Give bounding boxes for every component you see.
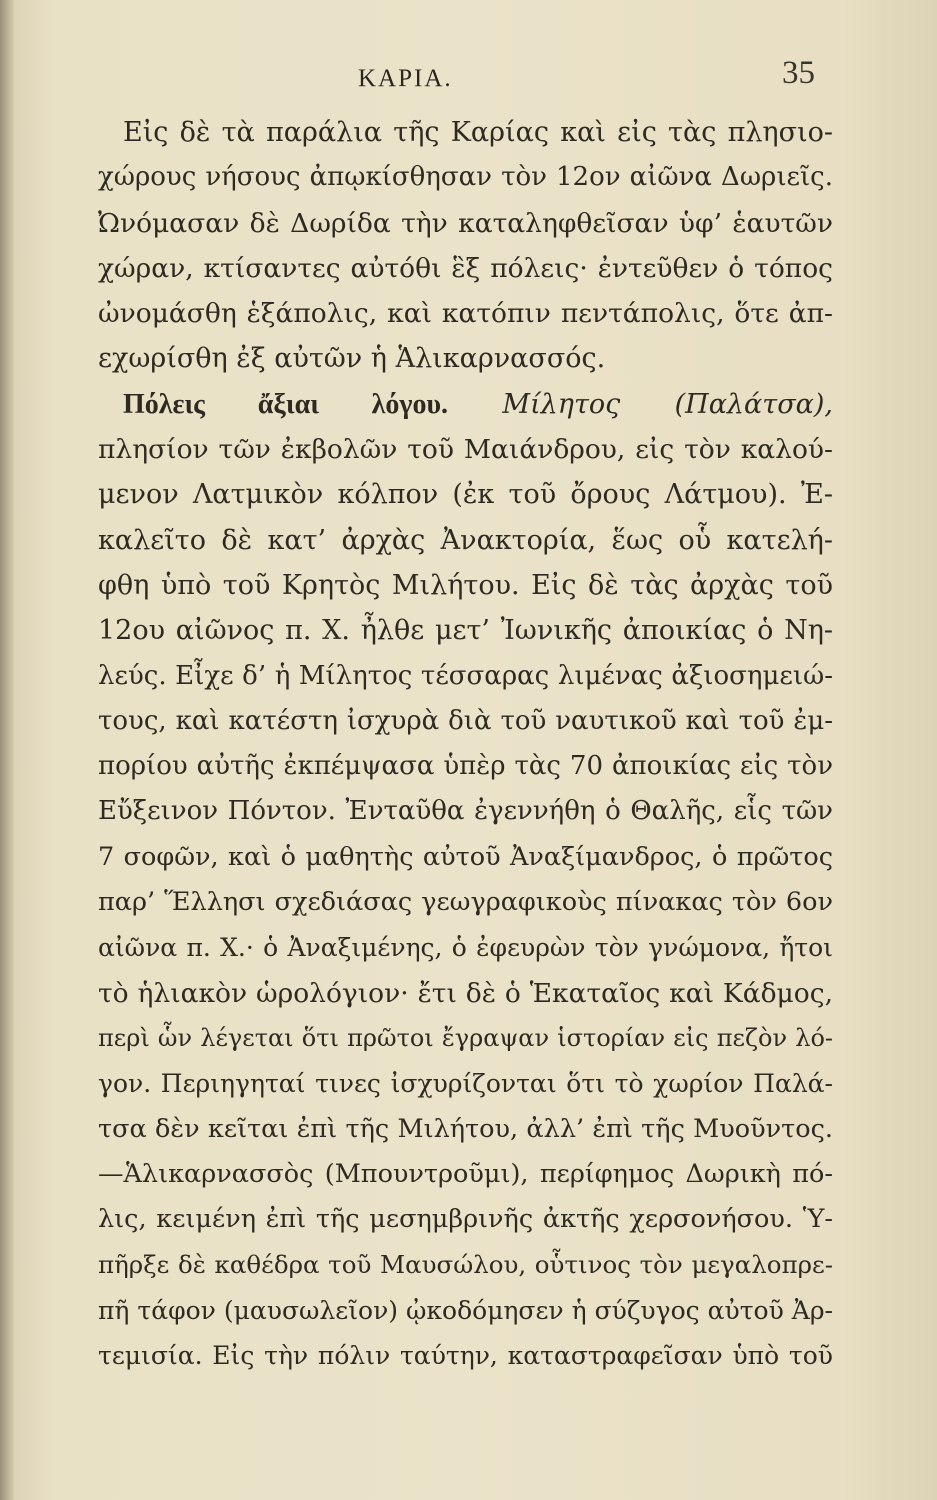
text-line: εχωρίσθη ἐξ αὐτῶν ἡ Ἁλικαρνασσός.: [98, 343, 606, 375]
text-line: τους, καὶ κατέστη ἰσχυρὰ διὰ τοῦ ναυτικοῦ καὶ τοῦ ἐμ-: [98, 705, 833, 736]
text-line: πῆρξε δὲ καθέδρα τοῦ Μαυσώλου, οὗτινος τὸν μεγαλοπρε-: [98, 1250, 833, 1280]
text-line: Εὔξεινον Πόντον. Ἐνταῦθα ἐγεννήθη ὁ Θαλῆς, εἷς τῶν: [98, 796, 833, 827]
text-line: παρ’ Ἕλλησι σχεδιάσας γεωγραφικοὺς πίνακας τὸν 6ον: [98, 887, 833, 918]
text-line: —Ἁλικαρνασσὸς (Μπουντροῦμι), περίφημος Δωρικὴ πό-: [98, 1158, 833, 1189]
text-line: λεύς. Εἶχε δ’ ἡ Μίλητος τέσσαρας λιμένας ἀξιοσημειώ-: [98, 660, 833, 691]
text-line: Ὠνόμασαν δὲ Δωρίδα τὴν καταληφθεῖσαν ὑφ’ ἑαυτῶν: [98, 207, 833, 239]
text-line: πλησίον τῶν ἐκβολῶν τοῦ Μαιάνδρου, εἰς τὸν καλού-: [98, 434, 833, 466]
page-gutter-shadow: [0, 0, 14, 1500]
text-line: γον. Περιηγηταί τινες ἰσχυρίζονται ὅτι τὸ χωρίον Παλά-: [98, 1069, 833, 1099]
text-line: 7 σοφῶν, καὶ ὁ μαθητὴς αὐτοῦ Ἀναξίμανδρος, ὁ πρῶτος: [98, 841, 833, 872]
text-line: τὸ ἡλιακὸν ὡρολόγιον· ἔτι δὲ ὁ Ἑκαταῖος καὶ Κάδμος,: [98, 977, 833, 1009]
page-number: 35: [782, 55, 815, 91]
text-line: μενον Λατμικὸν κόλπον (ἐκ τοῦ ὄρους Λάτμου). Ἐ-: [98, 479, 833, 511]
text-line: πορίου αὐτῆς ἐκπέμψασα ὑπὲρ τὰς 70 ἀποικίας εἰς τὸν: [98, 751, 833, 782]
running-title: ΚΑΡΙΑ.: [358, 65, 453, 92]
text-line: καλεῖτο δὲ κατ’ ἀρχὰς Ἀνακτορία, ἕως οὗ κατελή-: [98, 524, 833, 556]
text-line: τσα δὲν κεῖται ἐπὶ τῆς Μιλήτου, ἀλλ’ ἐπὶ τῆς Μυοῦντος.: [98, 1113, 833, 1144]
text-line: αἰῶνα π. Χ.· ὁ Ἀναξιμένης, ὁ ἐφευρὼν τὸν γνώμονα, ἤτοι: [98, 933, 833, 963]
text-line: περὶ ὧν λέγεται ὅτι πρῶτοι ἔγραψαν ἱστορίαν εἰς πεζὸν λό-: [98, 1023, 833, 1052]
section-lead-text: Μίλητος (Παλάτσα),: [502, 388, 833, 420]
section-heading: Πόλεις ἄξιαι λόγου.: [123, 388, 449, 420]
body-text: [98, 110, 833, 1378]
text-line: ὠνομάσθη ἑξάπολις, καὶ κατόπιν πεντάπολις, ὅτε ἀπ-: [98, 298, 833, 330]
section-line: [98, 382, 833, 427]
text-line: 12ου αἰῶνος π. Χ. ἦλθε μετ’ Ἰωνικῆς ἀποικίας ὁ Νη-: [98, 615, 833, 647]
text-line: φθη ὑπὸ τοῦ Κρητὸς Μιλήτου. Εἰς δὲ τὰς ἀρχὰς τοῦ: [98, 569, 833, 601]
text-line: χώρους νήσους ἀπῳκίσθησαν τὸν 12ον αἰῶνα Δωριεῖς.: [98, 162, 833, 193]
text-line: τεμισία. Εἰς τὴν πόλιν ταύτην, καταστραφεῖσαν ὑπὸ τοῦ: [98, 1341, 833, 1371]
page-header: [0, 55, 937, 105]
text-line: χώραν, κτίσαντες αὐτόθι ἓξ πόλεις· ἐντεῦθεν ὁ τόπος: [98, 252, 833, 284]
text-line: Εἰς δὲ τὰ παράλια τῆς Καρίας καὶ εἰς τὰς πλησιο-: [123, 117, 833, 148]
text-line: πῆ τάφον (μαυσωλεῖον) ᾠκοδόμησεν ἡ σύζυγος αὐτοῦ Ἀρ-: [98, 1295, 833, 1325]
text-line: λις, κειμένη ἐπὶ τῆς μεσημβρινῆς ἀκτῆς χερσονήσου. Ὑ-: [98, 1204, 833, 1235]
